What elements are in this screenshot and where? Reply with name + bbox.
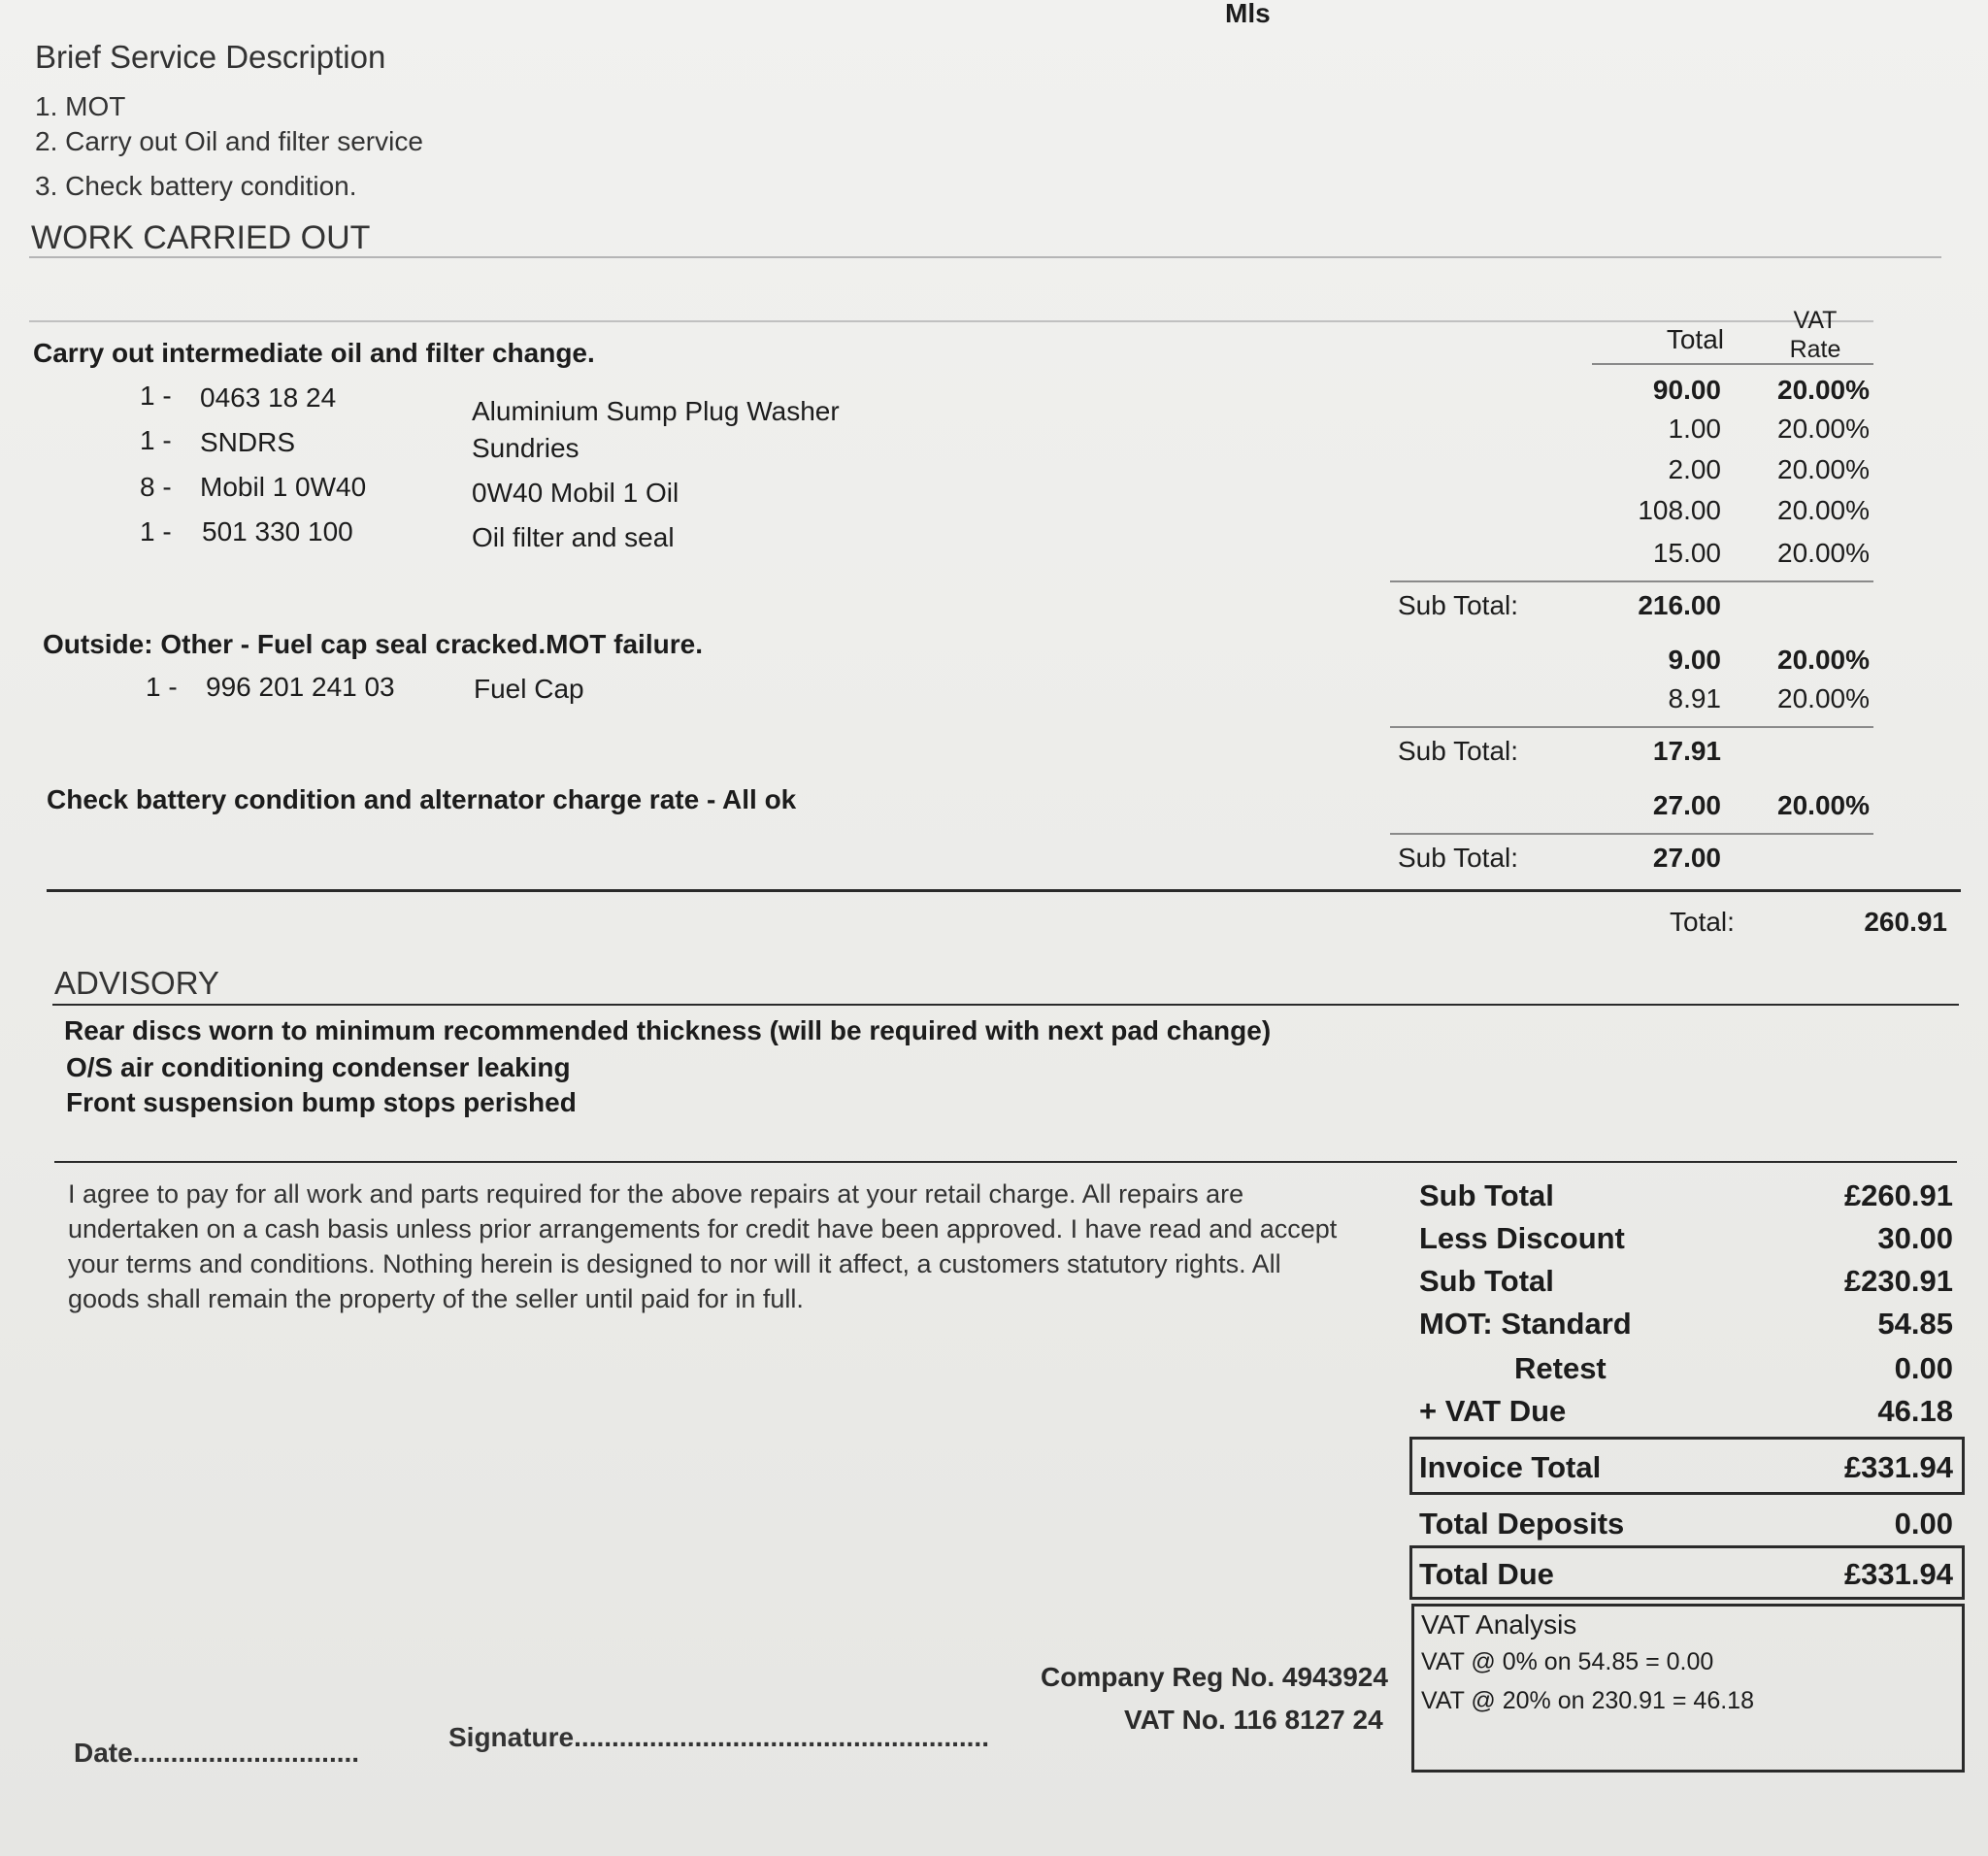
line-vat: 20.00% [1777, 495, 1870, 525]
line-qty: 8 - [140, 472, 172, 502]
vat-analysis-title: VAT Analysis [1421, 1609, 1577, 1640]
brief-item-2: 2. Carry out Oil and filter service [35, 126, 423, 156]
brief-description-title: Brief Service Description [35, 39, 386, 75]
retest-label: Retest [1514, 1351, 1607, 1385]
subtotal-divider [1390, 580, 1873, 582]
less-discount-value: 30.00 [1877, 1221, 1953, 1255]
table-top-divider [29, 320, 1873, 322]
subtotal-value: 216.00 [1638, 590, 1721, 620]
line-vat: 20.00% [1777, 538, 1870, 568]
work-total-value: 260.91 [1864, 907, 1947, 937]
header-underline [1592, 363, 1873, 365]
line-qty: 1 - [140, 425, 172, 455]
summary-subtotal-value: £260.91 [1843, 1178, 1953, 1212]
less-discount-label: Less Discount [1419, 1221, 1625, 1255]
line-total: 27.00 [1652, 790, 1721, 820]
advisory-item-1: Rear discs worn to minimum recommended thickness (will be required with next pad change) [64, 1015, 1272, 1045]
mileage-unit: Mls [1225, 0, 1271, 28]
work-total-divider [47, 889, 1961, 892]
subtotal-label: Sub Total: [1398, 736, 1519, 766]
work-carried-out-title: WORK CARRIED OUT [31, 219, 371, 256]
mot-standard-value: 54.85 [1877, 1307, 1953, 1341]
line-vat: 20.00% [1777, 454, 1870, 484]
line-total: 108.00 [1638, 495, 1721, 525]
line-code: 501 330 100 [202, 516, 353, 547]
line-total: 15.00 [1652, 538, 1721, 568]
vat-number: VAT No. 116 8127 24 [1124, 1705, 1383, 1735]
col-vat-header-2: Rate [1789, 336, 1841, 363]
subtotal-divider [1390, 726, 1873, 728]
line-description: Aluminium Sump Plug Washer [472, 396, 840, 426]
subtotal-value: 27.00 [1652, 843, 1721, 873]
advisory-item-2: O/S air conditioning condenser leaking [66, 1052, 571, 1082]
subtotal-label: Sub Total: [1398, 843, 1519, 873]
date-field: Date.............................. [74, 1738, 360, 1768]
line-vat: 20.00% [1777, 414, 1870, 444]
line-description: 0W40 Mobil 1 Oil [472, 478, 679, 508]
line-description: Oil filter and seal [472, 522, 675, 552]
retest-value: 0.00 [1894, 1351, 1953, 1385]
subtotal-label: Sub Total: [1398, 590, 1519, 620]
line-qty: 1 - [146, 672, 178, 702]
col-total-header: Total [1666, 324, 1724, 354]
line-description: Fuel Cap [474, 674, 584, 704]
work-total-label: Total: [1670, 907, 1735, 937]
advisory-divider [52, 1004, 1959, 1006]
summary-subtotal-label: Sub Total [1419, 1178, 1554, 1212]
line-code: 0463 18 24 [200, 382, 337, 413]
line-vat: 20.00% [1777, 790, 1870, 820]
total-due-label: Total Due [1419, 1557, 1554, 1591]
col-vat-header-1: VAT [1793, 307, 1838, 334]
advisory-item-3: Front suspension bump stops perished [66, 1087, 577, 1117]
total-due-value: £331.94 [1843, 1557, 1953, 1591]
vat-analysis-line-1: VAT @ 0% on 54.85 = 0.00 [1421, 1648, 1714, 1675]
subtotal-divider [1390, 833, 1873, 835]
total-deposits-value: 0.00 [1894, 1507, 1953, 1541]
brief-item-1: 1. MOT [35, 91, 126, 121]
line-vat: 20.00% [1777, 375, 1870, 405]
line-total: 8.91 [1668, 683, 1721, 713]
line-description: Sundries [472, 433, 580, 463]
advisory-title: ADVISORY [54, 965, 219, 1001]
line-qty: 1 - [140, 381, 172, 411]
summary-subtotal2-label: Sub Total [1419, 1264, 1554, 1298]
line-code: SNDRS [200, 427, 296, 457]
line-vat: 20.00% [1777, 683, 1870, 713]
total-deposits-label: Total Deposits [1419, 1507, 1625, 1541]
signature-field: Signature....................................................... [448, 1722, 989, 1752]
section-title: Check battery condition and alternator charge rate - All ok [47, 784, 797, 814]
line-code: 996 201 241 03 [206, 672, 395, 702]
line-code: Mobil 1 0W40 [200, 472, 367, 502]
vat-analysis-line-2: VAT @ 20% on 230.91 = 46.18 [1421, 1687, 1754, 1714]
line-total: 2.00 [1668, 454, 1721, 484]
company-reg-number: Company Reg No. 4943924 [1041, 1662, 1388, 1692]
summary-subtotal2-value: £230.91 [1843, 1264, 1953, 1298]
line-total: 90.00 [1652, 375, 1721, 405]
line-total: 1.00 [1668, 414, 1721, 444]
vat-due-label: + VAT Due [1419, 1394, 1567, 1428]
vat-due-value: 46.18 [1877, 1394, 1953, 1428]
terms-paragraph: I agree to pay for all work and parts required for the above repairs at your retail charge. All repairs are undertaken on a cash basis unless prior arrangements for credit have been approved. I have read and accept your terms and conditions. Nothing herein is designed to nor will it affect, a customers statutory rights. All goods shall remain the property of the seller until paid for in full. [68, 1179, 1338, 1313]
invoice-total-label: Invoice Total [1419, 1450, 1602, 1484]
mot-standard-label: MOT: Standard [1419, 1307, 1632, 1341]
invoice-total-value: £331.94 [1843, 1450, 1953, 1484]
section-title: Carry out intermediate oil and filter change. [33, 338, 595, 368]
line-vat: 20.00% [1777, 645, 1870, 675]
title-divider [29, 256, 1941, 258]
advisory-bottom-divider [54, 1161, 1957, 1163]
subtotal-value: 17.91 [1652, 736, 1721, 766]
section-title: Outside: Other - Fuel cap seal cracked.MOT failure. [43, 629, 703, 659]
line-total: 9.00 [1668, 645, 1721, 675]
brief-item-3: 3. Check battery condition. [35, 171, 357, 201]
line-qty: 1 - [140, 516, 172, 547]
